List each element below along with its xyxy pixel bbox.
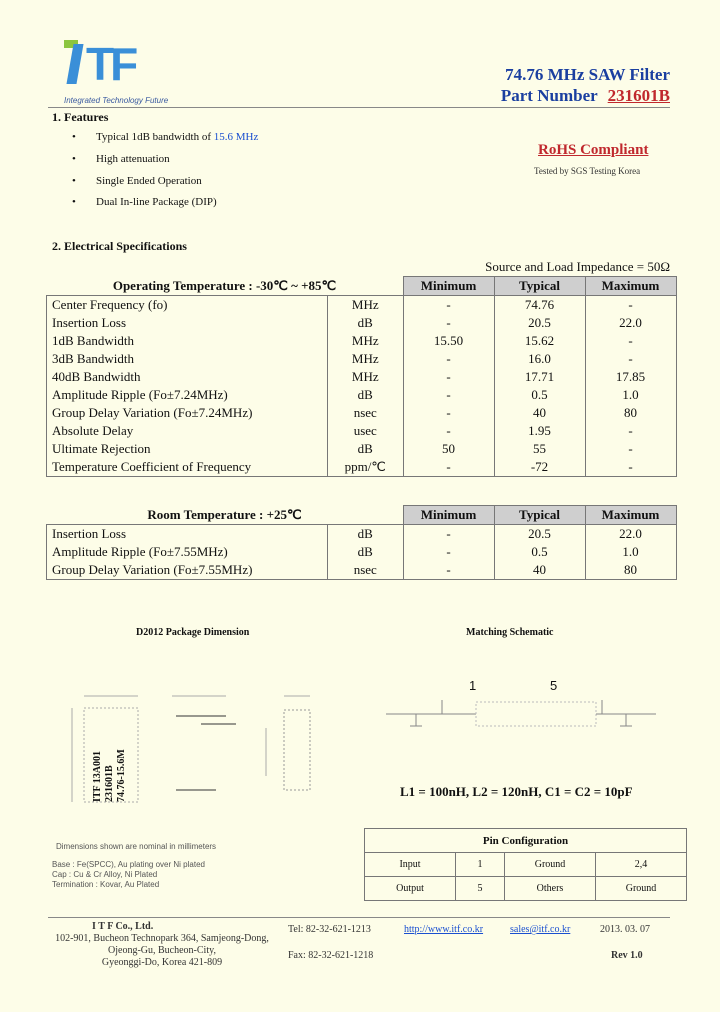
- typ-value: 15.62: [494, 332, 585, 350]
- matching-heading: Matching Schematic: [466, 627, 554, 638]
- material-notes: Base : Fe(SPCC), Au plating over Ni plated Cap : Cu & Cr Alloy, Ni Plated Termination : Kovar, Au Plated: [52, 860, 205, 889]
- pin-cell: 2,4: [596, 853, 687, 877]
- unit: dB: [328, 386, 404, 404]
- typ-value: 17.71: [494, 368, 585, 386]
- pin-cell: 1: [456, 853, 505, 877]
- impedance-note: Source and Load Impedance = 50Ω: [485, 259, 670, 274]
- min-value: 15.50: [403, 332, 494, 350]
- part-label: Part Number: [500, 86, 598, 105]
- max-value: -: [585, 440, 676, 458]
- operating-spec-table: [46, 276, 677, 477]
- document-date: 2013. 03. 07: [600, 924, 650, 935]
- param-name: Ultimate Rejection: [47, 440, 328, 458]
- dimension-note: Dimensions shown are nominal in millimeters: [56, 842, 217, 851]
- pin-config-table: [364, 828, 687, 901]
- spec-row: [47, 561, 677, 580]
- col-typical: Typical: [494, 506, 585, 525]
- pin-cell: 5: [456, 877, 505, 901]
- pin-cell: Ground: [505, 853, 596, 877]
- fax: Fax: 82-32-621-1218: [288, 950, 374, 961]
- product-title: 74.76 MHz SAW Filter: [505, 65, 670, 84]
- min-value: -: [403, 525, 494, 544]
- company-name: I T F Co., Ltd.: [92, 921, 154, 932]
- feature-item: • High attenuation: [72, 153, 170, 165]
- col-minimum: Minimum: [403, 506, 494, 525]
- max-value: -: [585, 422, 676, 440]
- param-name: Temperature Coefficient of Frequency: [47, 458, 328, 477]
- min-value: -: [403, 386, 494, 404]
- rohs-badge: RoHS Compliant: [538, 142, 649, 158]
- typ-value: 74.76: [494, 296, 585, 315]
- room-spec-table: [46, 505, 677, 580]
- param-name: Insertion Loss: [47, 525, 328, 544]
- typ-value: 40: [494, 404, 585, 422]
- pin-cell: Input: [365, 853, 456, 877]
- operating-condition: Operating Temperature : -30℃ ~ +85℃: [47, 277, 404, 296]
- unit: dB: [328, 440, 404, 458]
- pin-cell: Others: [505, 877, 596, 901]
- max-value: -: [585, 332, 676, 350]
- package-marking: [88, 712, 148, 802]
- header-divider: [48, 107, 670, 108]
- spec-row: [47, 440, 677, 458]
- part-number: 231601B: [607, 86, 670, 105]
- unit: dB: [328, 314, 404, 332]
- pin-config-heading: Pin Configuration: [365, 829, 687, 853]
- min-value: -: [403, 458, 494, 477]
- unit: MHz: [328, 296, 404, 315]
- spec-row: [47, 314, 677, 332]
- company-address: 102-901, Bucheon Technopark 364, Samjeong-Dong, Ojeong-Gu, Bucheon-City, Gyeonggi-Do, Korea 421-809: [55, 933, 269, 968]
- spec-row: [47, 404, 677, 422]
- matching-schematic: [376, 686, 676, 746]
- min-value: -: [403, 422, 494, 440]
- unit: dB: [328, 543, 404, 561]
- param-name: Absolute Delay: [47, 422, 328, 440]
- pin-cell: Output: [365, 877, 456, 901]
- typ-value: 20.5: [494, 525, 585, 544]
- param-name: Center Frequency (fo): [47, 296, 328, 315]
- param-name: Amplitude Ripple (Fo±7.55MHz): [47, 543, 328, 561]
- max-value: 80: [585, 561, 676, 580]
- spec-row: [47, 296, 677, 315]
- pin-cell: Ground: [596, 877, 687, 901]
- unit: nsec: [328, 561, 404, 580]
- revision: Rev 1.0: [611, 950, 643, 961]
- unit: MHz: [328, 350, 404, 368]
- max-value: -: [585, 458, 676, 477]
- max-value: 1.0: [585, 386, 676, 404]
- max-value: 17.85: [585, 368, 676, 386]
- schematic-pin-b: 5: [550, 678, 558, 693]
- spec-row: [47, 386, 677, 404]
- min-value: 50: [403, 440, 494, 458]
- col-minimum: Minimum: [403, 277, 494, 296]
- email-link[interactable]: sales@itf.co.kr: [510, 924, 571, 935]
- package-heading: D2012 Package Dimension: [136, 627, 250, 638]
- logo-i: [66, 44, 83, 84]
- max-value: 22.0: [585, 314, 676, 332]
- room-condition: Room Temperature : +25℃: [47, 506, 404, 525]
- unit: dB: [328, 525, 404, 544]
- marking-line: ITF 13A001: [92, 750, 103, 802]
- max-value: 80: [585, 404, 676, 422]
- logo-tagline: Integrated Technology Future: [64, 96, 169, 105]
- min-value: -: [403, 314, 494, 332]
- footer-divider: [48, 917, 670, 918]
- unit: ppm/℃: [328, 458, 404, 477]
- param-name: 1dB Bandwidth: [47, 332, 328, 350]
- typ-value: 0.5: [494, 386, 585, 404]
- spec-row: [47, 543, 677, 561]
- max-value: -: [585, 350, 676, 368]
- max-value: -: [585, 296, 676, 315]
- spec-row: [47, 525, 677, 544]
- unit: MHz: [328, 368, 404, 386]
- spec-row: [47, 458, 677, 477]
- features-heading: 1. Features: [52, 110, 109, 124]
- typ-value: 20.5: [494, 314, 585, 332]
- spec-row: [47, 350, 677, 368]
- col-typical: Typical: [494, 277, 585, 296]
- min-value: -: [403, 296, 494, 315]
- telephone: Tel: 82-32-621-1213: [288, 924, 371, 935]
- min-value: -: [403, 350, 494, 368]
- schematic-pin-a: 1: [469, 678, 477, 693]
- param-name: Amplitude Ripple (Fo±7.24MHz): [47, 386, 328, 404]
- typ-value: 55: [494, 440, 585, 458]
- unit: nsec: [328, 404, 404, 422]
- param-name: 40dB Bandwidth: [47, 368, 328, 386]
- min-value: -: [403, 404, 494, 422]
- max-value: 22.0: [585, 525, 676, 544]
- min-value: -: [403, 561, 494, 580]
- typ-value: -72: [494, 458, 585, 477]
- typ-value: 0.5: [494, 543, 585, 561]
- typ-value: 40: [494, 561, 585, 580]
- typ-value: 1.95: [494, 422, 585, 440]
- col-maximum: Maximum: [585, 506, 676, 525]
- electrical-heading: 2. Electrical Specifications: [52, 239, 187, 253]
- typ-value: 16.0: [494, 350, 585, 368]
- rohs-note: Tested by SGS Testing Korea: [534, 166, 641, 176]
- param-name: Group Delay Variation (Fo±7.55MHz): [47, 561, 328, 580]
- spec-row: [47, 332, 677, 350]
- marking-line: 231601B: [104, 765, 115, 802]
- component-values: L1 = 100nH, L2 = 120nH, C1 = C2 = 10pF: [400, 784, 633, 799]
- unit: MHz: [328, 332, 404, 350]
- spec-row: [47, 422, 677, 440]
- feature-item: • Single Ended Operation: [72, 175, 202, 187]
- feature-item: • Dual In-line Package (DIP): [72, 196, 217, 208]
- min-value: -: [403, 368, 494, 386]
- min-value: -: [403, 543, 494, 561]
- col-maximum: Maximum: [585, 277, 676, 296]
- param-name: Insertion Loss: [47, 314, 328, 332]
- param-name: 3dB Bandwidth: [47, 350, 328, 368]
- param-name: Group Delay Variation (Fo±7.24MHz): [47, 404, 328, 422]
- max-value: 1.0: [585, 543, 676, 561]
- feature-item: • Typical 1dB bandwidth of 15.6 MHz: [72, 131, 259, 143]
- logo-tf: TF: [86, 38, 135, 90]
- website-link[interactable]: http://www.itf.co.kr: [404, 924, 484, 935]
- part-number-line: [501, 86, 670, 106]
- marking-line: 74.76-15.6M: [116, 749, 127, 802]
- unit: usec: [328, 422, 404, 440]
- spec-row: [47, 368, 677, 386]
